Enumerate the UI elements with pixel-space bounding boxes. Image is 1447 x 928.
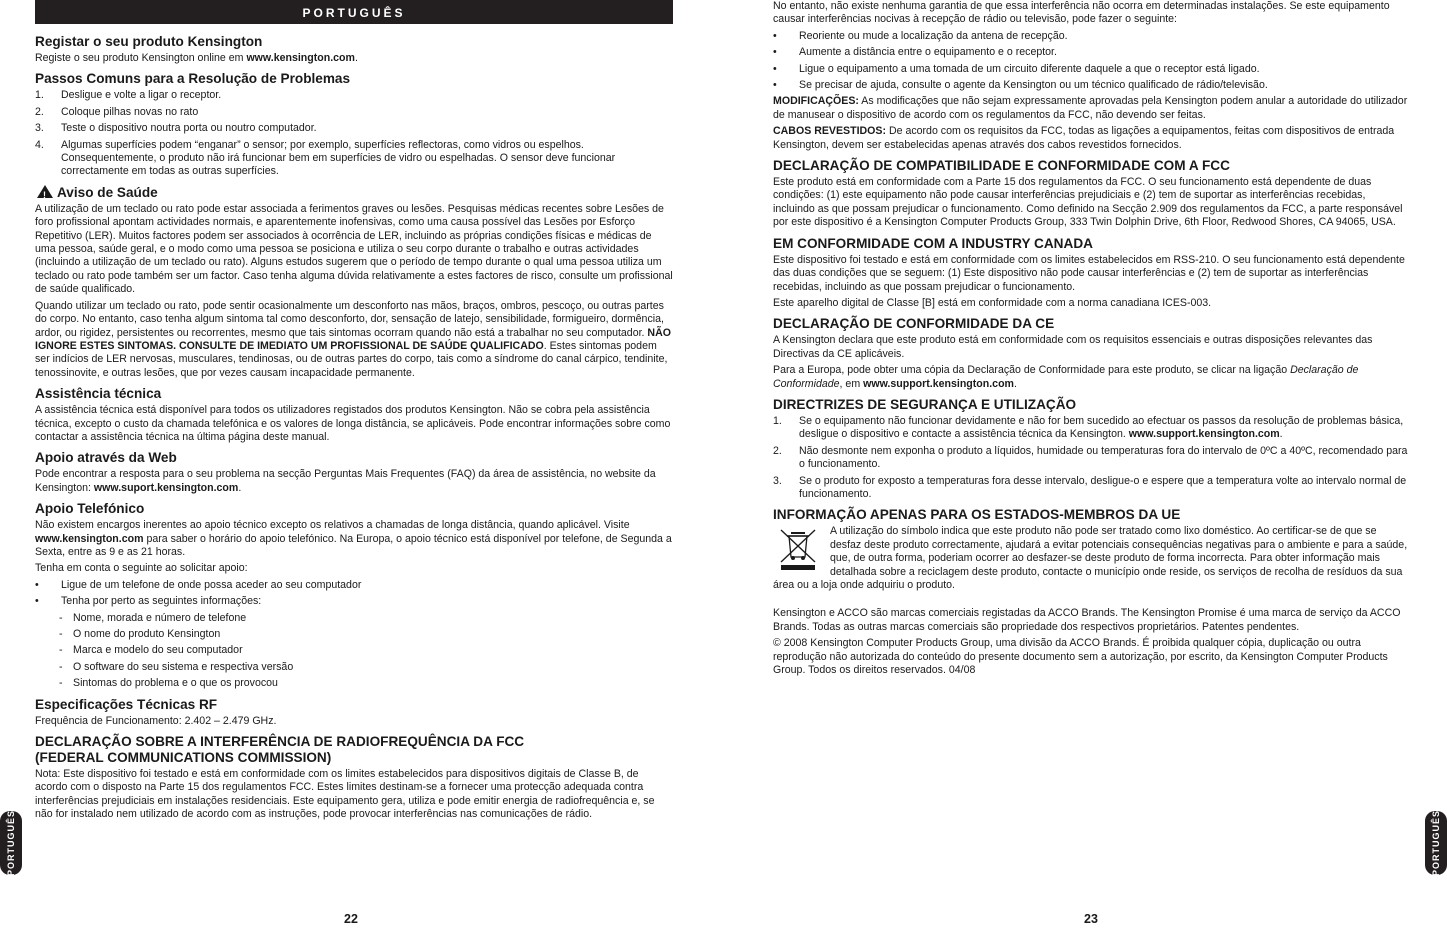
warning-icon (37, 185, 53, 198)
list-item: • Reoriente ou mude a localização da antena de recepção. (773, 29, 1068, 42)
register-heading: Registar o seu produto Kensington (35, 34, 263, 49)
ce-text-2: Para a Europa, pode obter uma cópia da Declaração de Conformidade para este produto, se clicar na ligação Declaração de Conformidade, em www.support.kensington.com. (773, 364, 1359, 390)
list-item: 2. Coloque pilhas novas no rato (35, 105, 199, 118)
list-item: • Ligue o equipamento a uma tomada de um circuito diferente daquele a que o receptor está ligado. (773, 62, 1260, 75)
web-support-heading: Apoio através da Web (35, 450, 177, 466)
cables-text: CABOS REVESTIDOS: De acordo com os requisitos da FCC, todas as ligações a equipamentos, feitas com dispositivos de entrada Kensington, devem ser estabelecidas apenas através dos cabos revestidos fornecidos. (773, 125, 1395, 151)
ce-text-1: A Kensington declara que este produto está em conformidade com os requisitos essenciais e outras disposições relevantes das Directivas da CE aplicáveis. (773, 334, 1373, 360)
eu-heading: INFORMAÇÃO APENAS PARA OS ESTADOS-MEMBROS DA UE (773, 507, 1181, 523)
health-text-2: Quando utilizar um teclado ou rato, pode sentir ocasionalmente um desconforto nas mãos, braços, ombros, pescoço, ou outras partes do corpo. No entanto, caso tenha algum sintoma tal como desconforto, dor, sensação de latejo, sensibilidade, formigueiro, dormência, ardor, ou rigidez, persistentes ou recorrentes, mesmo que tais sintomas ocorram quando não está a trabalhar no seu computador. NÃO IGNORE ESTES SINTOMAS. CONSULTE DE IMEDIATO UM PROFISSIONAL DE SAÚDE QUALIFICADO. Estes sintomas podem ser indícios de LER nervosas, musculares, tendinosas, ou de outras partes do corpo, tais como a síndrome do canal cárpico, tendinite, tenossinovite, e outras lesões, que por vezes causam incapacidade permanente. (35, 299, 671, 379)
industry-canada-text-1: Este dispositivo foi testado e está em conformidade com os limites estabelecidos em RSS-210. O seu funcionamento está dependente das duas condições que se seguem: (1) Este dispositivo não pode causar interferências e (2) tem de suportar as interferências recebidas, incluindo as que possam prejudicar o funcionamento. (773, 253, 1405, 293)
phone-support-link[interactable]: www.kensington.com (35, 532, 144, 545)
list-item: 3. Teste o dispositivo noutra porta ou noutro computador. (35, 122, 317, 135)
list-item: - O software do seu sistema e respectiva versão (59, 660, 294, 673)
phone-support-subitems (35, 612, 673, 691)
web-support-link[interactable]: www.suport.kensington.com (93, 481, 239, 494)
side-tab-right: PORTUGUÊS (1425, 811, 1447, 875)
eu-text: A utilização do símbolo indica que este produto não pode ser tratado como lixo doméstico. Ao certificar-se de que se desfaz deste produto correctamente, ajudará a evitar potenciais consequências negativas para o ambiente e para a saúde, que, de outra forma, poderiam ocorrer ao desfazer-se deste produto de forma incorrecta. Para obter informação mais detalhada sobre a reciclagem deste produto, contacte o município onde reside, os serviços de recolha de resíduos da sua área ou a loja onde adquiriu o produto. (773, 525, 1408, 591)
list-item: 4. Algumas superfícies podem “enganar” o sensor; por exemplo, superfícies reflectoras, como vidros ou espelhos. Consequentemente, o produto não irá funcionar bem em superfícies de vidro ou espelhadas. O sensor deve funcionar correctamente em todas as outras superfícies. (35, 138, 616, 178)
modifications-text: MODIFICAÇÕES: As modificações que não sejam expressamente aprovadas pela Kensington podem anular a autoridade do utilizador de manusear o dispositivo de acordo com os regulamentos da FCC, não devendo ser feitas. (773, 95, 1408, 121)
safety-list (773, 415, 1410, 501)
register-link[interactable]: www.kensington.com (246, 52, 355, 64)
health-text-1: A utilização de um teclado ou rato pode estar associada a ferimentos graves ou lesões. Pesquisas médicas recentes sobre Lesões de foro profissional apontam actividades normais, e aparentemente inofensivas, como uma causa possível das Lesões por Esforço Repetitivo (LER). Muitos factores podem ser associados à ocorrência de LER, incluindo as próprias condições físicas e médicas de uma pessoa, saúde geral, e o modo como uma pessoa se posiciona e utiliza o seu corpo durante o trabalho e outras actividades (incluindo a utilização de um teclado ou rato). Alguns estudos sugerem que o período de tempo durante o qual uma pessoa utiliza um teclado ou rato pode também ser um factor. Caso tenha alguma dúvida relativamente a estes factores de risco, consulte um profissional de saúde qualificado. (35, 202, 673, 296)
fcc-rf-text: Nota: Este dispositivo foi testado e está em conformidade com os limites estabelecidos para dispositivos digitais de Classe B, de acordo com o disposto na Parte 15 dos regulamentos FCC. Estes limites destinam-se a fornecer uma protecção adequada contra interferências prejudiciais em instalações residenciais. Este equipamento gera, utiliza e pode emitir energia de radiofrequência e, se não for instalado nem utilizado de acordo com as instruções, pode provocar interferências nas comunicações de rádio. (35, 768, 655, 821)
left-page (35, 0, 673, 825)
list-item: - Marca e modelo do seu computador (59, 644, 243, 657)
specs-heading: Especificações Técnicas RF (35, 696, 218, 712)
list-item: 2. Não desmonte nem exponha o produto a líquidos, humidade ou temperaturas fora do intervalo de 0ºC a 40ºC, recomendado para o funcionamento. (773, 444, 1408, 471)
list-item: • Se precisar de ajuda, consulte o agente da Kensington ou um técnico qualificado de rádio/televisão. (773, 79, 1268, 92)
fcc-rf-heading: DECLARAÇÃO SOBRE A INTERFERÊNCIA DE RADIOFREQUÊNCIA DA FCC (FEDERAL COMMUNICATIONS COMMISSION) (35, 734, 525, 766)
industry-canada-heading: EM CONFORMIDADE COM A INDUSTRY CANADA (773, 235, 1093, 251)
phone-support-heading: Apoio Telefónico (35, 501, 145, 517)
list-item: • Tenha por perto as seguintes informações: (35, 595, 262, 608)
list-item: • Ligue de um telefone de onde possa aceder ao seu computador (35, 578, 362, 591)
health-heading: !Aviso de Saúde (35, 185, 673, 201)
side-tab-left: PORTUGUÊS (0, 811, 22, 875)
fcc-compat-text: Este produto está em conformidade com a Parte 15 dos regulamentos da FCC. O seu funcionamento está dependente de duas condições: (1) este equipamento não pode causar interferências prejudiciais e (2) tem de suportar as interferências recebidas, incluindo as que possam prejudicar o funcionamento. Como definido na Secção 2.909 dos regulamentos da FCC, a parte responsável por este dispositivo é a Kensington Computer Products Group, 333 Twin Dolphin Drive, 6th Floor, Redwood Shores, CA 94065, USA. (773, 176, 1403, 229)
fcc-compat-heading: DECLARAÇÃO DE COMPATIBILIDADE E CONFORMIDADE COM A FCC (773, 158, 1230, 174)
phone-support-bullets (35, 579, 673, 609)
list-item: - Nome, morada e número de telefone (59, 611, 247, 624)
tech-support-heading: Assistência técnica (35, 386, 162, 402)
phone-support-intro: Tenha em conta o seguinte ao solicitar apoio: (35, 562, 248, 575)
fcc-intro-text: No entanto, não existe nenhuma garantia de que essa interferência não ocorra em determinadas instalações. Se este equipamento causar interferências nocivas à recepção de rádio ou televisão, pode fazer o seguinte: (773, 0, 1390, 26)
tech-support-text: A assistência técnica está disponível para todos os utilizadores registados dos produtos Kensington. Não se cobra pela assistência técnica, excepto o custo da chamada telefónica e os valores de longa distância, se aplicáveis. Pode encontrar informações sobre como contactar a assistência técnica na última página deste manual. (35, 404, 671, 443)
fcc-bullets (773, 30, 1410, 93)
troubleshooting-list (35, 89, 673, 178)
list-item: 1. Desligue e volte a ligar o receptor. (35, 89, 222, 102)
trademarks-text: Kensington e ACCO são marcas comerciais registadas da ACCO Brands. The Kensington Promise é uma marca de serviço da ACCO Brands. Todas as outras marcas comerciais são propriedade dos respectivos proprietários. Patentes pendentes. (773, 607, 1401, 633)
list-item: - Sintomas do problema e o que os provocou (59, 677, 278, 690)
safety-link[interactable]: www.support.kensington.com (1128, 428, 1280, 441)
industry-canada-text-2: Este aparelho digital de Classe [B] está em conformidade com a norma canadiana ICES-003. (773, 296, 1212, 309)
list-item: - O nome do produto Kensington (59, 628, 221, 640)
weee-bin-icon (778, 527, 818, 571)
safety-heading: DIRECTRIZES DE SEGURANÇA E UTILIZAÇÃO (773, 396, 1077, 412)
page-number-right: 23 (1084, 912, 1098, 926)
web-support-text: Pode encontrar a resposta para o seu problema na secção Perguntas Mais Frequentes (FAQ) da área de assistência, no website da Kensington: www.suport.kensington.com. (35, 468, 656, 494)
troubleshooting-heading: Passos Comuns para a Resolução de Problemas (35, 71, 351, 87)
language-banner: PORTUGUÊS (35, 0, 673, 24)
copyright-text: © 2008 Kensington Computer Products Group, uma divisão da ACCO Brands. É proibida qualquer cópia, duplicação ou outra reprodução não autorizada do conteúdo do presente documento sem a autorização, por escrito, da Kensington Computer Products Group. Todos os direitos reservados. 04/08 (773, 637, 1388, 677)
list-item: 3. Se o produto for exposto a temperaturas fora desse intervalo, desligue-o e espere que a temperatura volte ao intervalo normal de funcionamento. (773, 474, 1407, 500)
page-number-left: 22 (344, 912, 358, 926)
specs-text: Frequência de Funcionamento: 2.402 – 2.479 GHz. (35, 714, 277, 727)
list-item: • Aumente a distância entre o equipamento e o receptor. (773, 46, 1057, 59)
right-page (773, 0, 1410, 680)
ce-link[interactable]: www.support.kensington.com (863, 377, 1014, 390)
ce-heading: DECLARAÇÃO DE CONFORMIDADE DA CE (773, 316, 1055, 332)
list-item: 1. Se o equipamento não funcionar devidamente e não for bem sucedido ao efectuar os passos da resolução de problemas básica, desligue o dispositivo e contacte a assistência técnica da Kensington. www.support.kensington.com. (773, 414, 1404, 441)
phone-support-text: Não existem encargos inerentes ao apoio técnico excepto os relativos a chamadas de longa distância, quando aplicável. Visite www.kensington.com para saber o horário do apoio telefónico. Na Europa, o apoio técnico está disponível por telefone, de Segunda a Sexta, entre as 9 e as 21 horas. (35, 519, 672, 558)
register-text: Registe o seu produto Kensington online em www.kensington.com. (35, 52, 358, 64)
